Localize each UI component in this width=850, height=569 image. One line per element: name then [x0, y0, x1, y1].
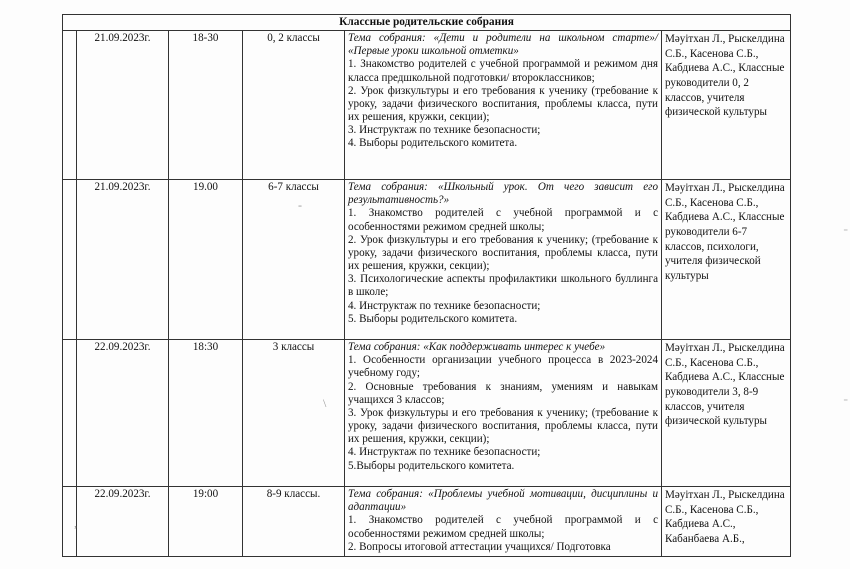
table-row [63, 180, 791, 340]
time-cell: 18:30 [169, 340, 243, 487]
topic-item: 3. Инструктаж по технике безопасности; [348, 124, 541, 137]
topic-cell [345, 340, 662, 487]
topic-item: 1. Знакомство родителей с учебной программой и с особенностями режимом средней школы; [348, 207, 658, 233]
scan-speck: - [298, 198, 302, 212]
topic-title: Тема собрания: «Как поддерживать интерес к учебе» [348, 341, 606, 354]
topic-cell [345, 31, 662, 180]
empty-cell [63, 31, 77, 180]
topic-item: 4. Инструктаж по технике безопасности; [348, 299, 541, 312]
staff-cell: Мәуітхан Л., Рыскелдина С.Б., Касенова С.Б., Кабдиева А.С., Классные руководители 3, 8-9 классов, учителя физической культуры [662, 340, 791, 487]
topic-item: 2. Урок физкультуры и его требования к ученику (требование к уроку, задачи физического воспитания, проблемы класса, пути их решения, кружки, секции); [348, 84, 658, 124]
topic-item: 5.Выборы родительского комитета. [348, 459, 515, 472]
topic-item: 2. Основные требования к знаниям, умениям и навыкам учащихся 3 классов; [348, 380, 658, 406]
table-row [63, 340, 791, 487]
topic-item: 2. Урок физкультуры и его требования к ученику; (требование к уроку, задачи физического воспитания, проблемы класса, пути их решения, кружки, секции); [348, 233, 658, 273]
topic-item: 5. Выборы родительского комитета. [348, 312, 518, 325]
time-cell: 19:00 [169, 487, 243, 557]
staff-cell: Мәуітхан Л., Рыскелдина С.Б., Касенова С.Б., Кабдиева А.С., Классные руководители 6-7 классов, психологи, учителя физической культуры [662, 180, 791, 340]
table-header-row [63, 15, 791, 31]
table-row [63, 487, 791, 557]
topic-title: Тема собрания: «Школьный урок. От чего зависит его результативность?» [348, 181, 658, 207]
topic-cell [345, 180, 662, 340]
topic-item: 4. Инструктаж по технике безопасности; [348, 446, 541, 459]
staff-cell: Мәуітхан Л., Рыскелдина С.Б., Касенова С.Б., Кабдиева А.С., Классные руководители 0, 2 классов, учителя физической культуры [662, 31, 791, 180]
topic-title: Тема собрания: «Проблемы учебной мотивации, дисциплины и адаптации» [348, 488, 658, 514]
topic-item: 3. Психологические аспекты профилактики школьного буллинга в школе; [348, 273, 658, 299]
table-title: Классные родительские собрания [63, 15, 791, 31]
table-row [63, 31, 791, 180]
date-cell: 21.09.2023г. [77, 180, 169, 340]
topic-item: 1. Особенности организации учебного процесса в 2023-2024 учебному году; [348, 354, 658, 380]
empty-cell [63, 340, 77, 487]
topic-cell [345, 487, 662, 557]
topic-title: Тема собрания: «Дети и родители на школьном старте»/ «Первые уроки школьной отметки» [348, 32, 658, 58]
scan-speck: \ [323, 396, 327, 410]
date-cell: 21.09.2023г. [77, 31, 169, 180]
topic-item: 3. Урок физкультуры и его требования к ученику; (требование к уроку, задачи физического воспитания, проблемы класса, пути их решения, кружки, секции); [348, 406, 658, 446]
meetings-table [62, 14, 791, 557]
topic-item: 1. Знакомство родителей с учебной программой и с особенностями режимом средней школы; [348, 514, 658, 540]
time-cell: 18-30 [169, 31, 243, 180]
topic-item: 4. Выборы родительского комитета. [348, 137, 518, 150]
classes-cell: 0, 2 классы [243, 31, 345, 180]
classes-cell: 3 классы [243, 340, 345, 487]
classes-cell: 6-7 классы [243, 180, 345, 340]
time-cell: 19.00 [169, 180, 243, 340]
scan-mark: - [843, 392, 848, 407]
classes-cell: 8-9 классы. [243, 487, 345, 557]
topic-item: 1. Знакомство родителей с учебной программой и режимом дня класса предшкольной подготовки/ второклассников; [348, 58, 658, 84]
topic-item: 2. Вопросы итоговой аттестации учащихся/ Подготовка [348, 540, 611, 553]
date-cell: 22.09.2023г. [77, 340, 169, 487]
staff-cell: Мәуітхан Л., Рыскелдина С.Б., Касенова С.Б., Кабдиева А.С., Кабанбаева А.Б., [662, 487, 791, 557]
empty-cell [63, 180, 77, 340]
scan-mark: - [843, 222, 848, 237]
date-cell: 22.09.2023г. [77, 487, 169, 557]
scan-speck: , [74, 516, 77, 530]
